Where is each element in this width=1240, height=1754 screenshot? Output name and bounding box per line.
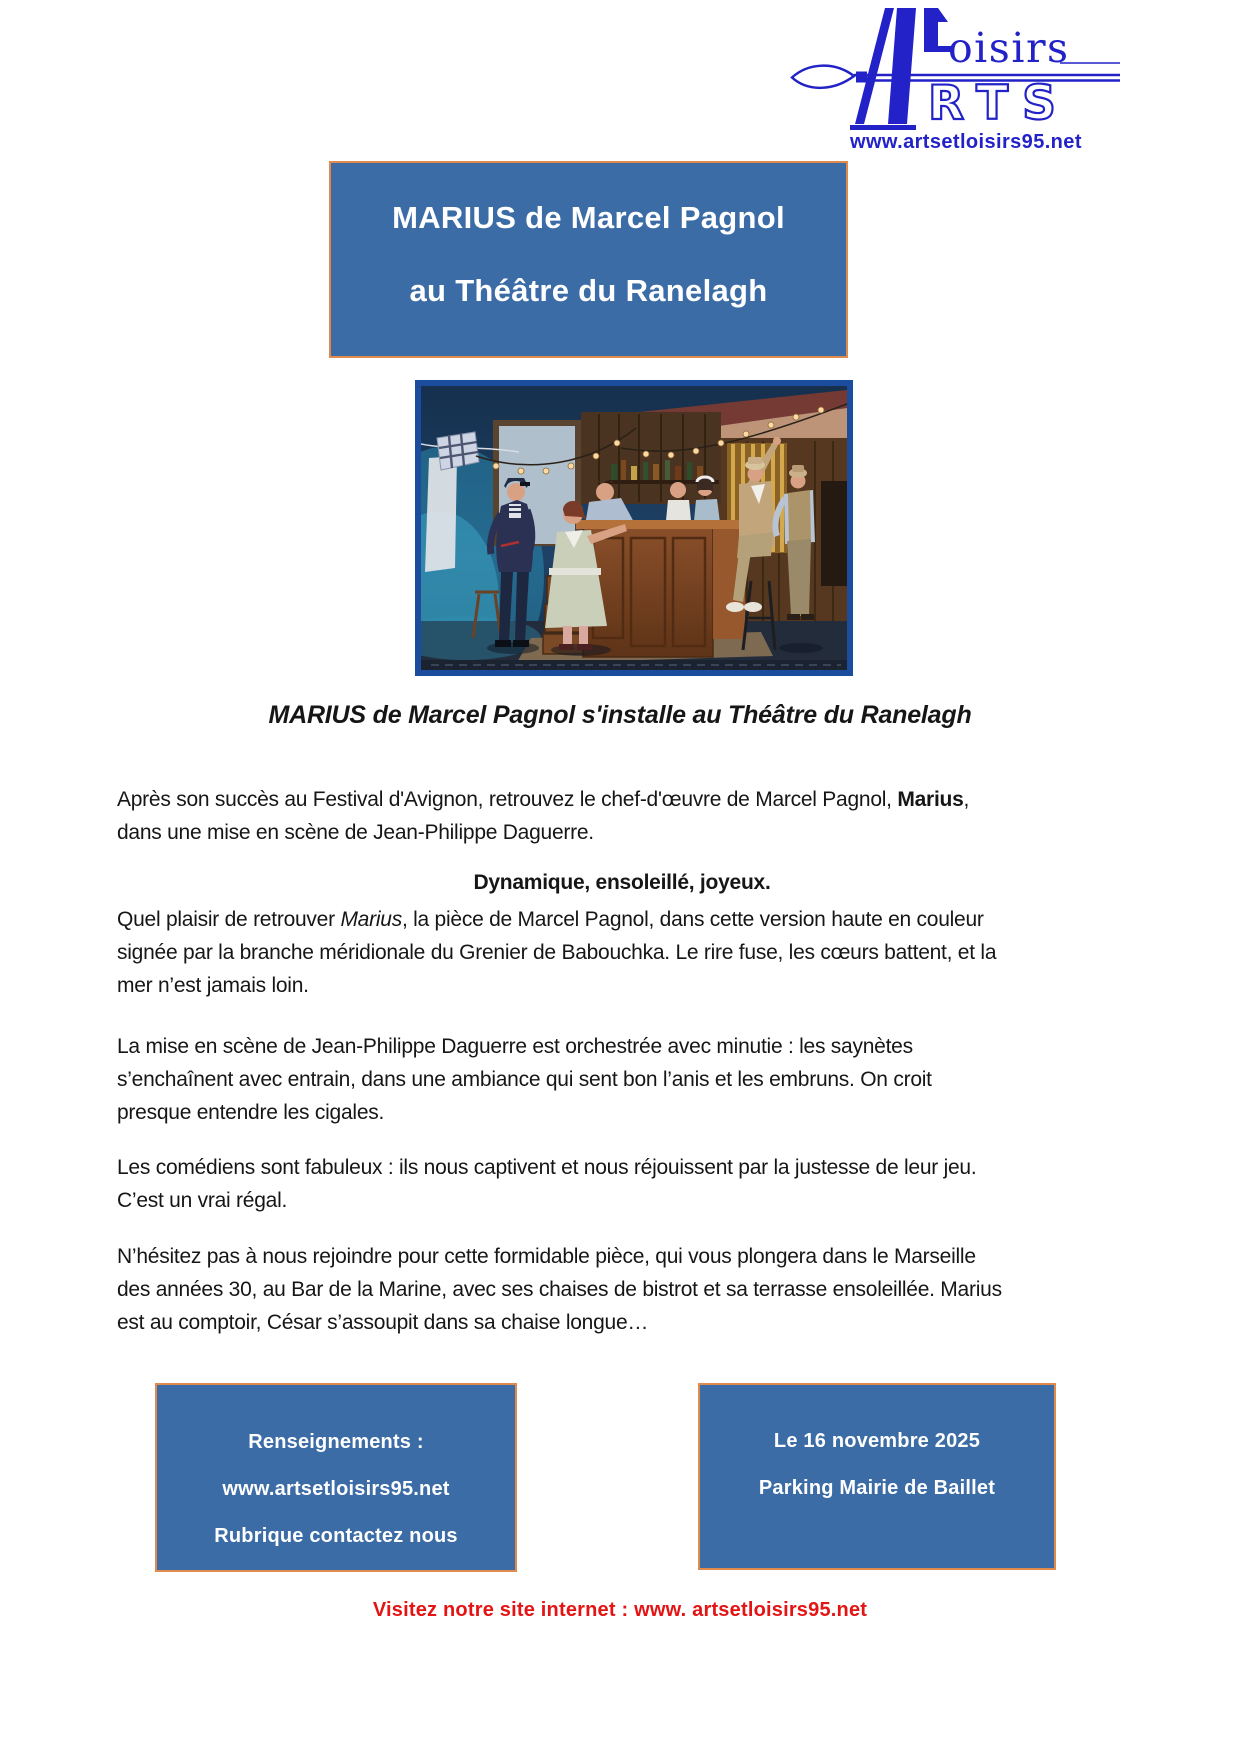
stage-photo xyxy=(415,380,853,676)
logo-loisirs-text: oisirs xyxy=(948,24,1070,72)
body-paragraph-5: N’hésitez pas à nous rejoindre pour cette formidable pièce, qui vous plongera dans le Marseille des années 30, au Bar de la Marine, avec ses chaises de bistrot et sa terrasse ensoleillée. Marius est au comptoir, César s’assoupit dans sa chaise longue… xyxy=(117,1245,1002,1334)
title-line-2: au Théâtre du Ranelagh xyxy=(409,273,768,308)
logo-arts-text: RTS xyxy=(928,76,1070,131)
logo-url-link[interactable]: www.artsetloisirs95.net xyxy=(850,131,1082,153)
article-headline: MARIUS de Marcel Pagnol s'installe au Théâtre du Ranelagh xyxy=(268,701,972,729)
info-right-date: Le 16 novembre 2025 xyxy=(773,1430,981,1452)
info-right-lieu: Parking Mairie de Baillet xyxy=(758,1477,996,1499)
body-tagline: Dynamique, ensoleillé, joyeux. xyxy=(473,871,771,894)
body-paragraph-1: Après son succès au Festival d'Avignon, retrouvez le chef-d'œuvre de Marcel Pagnol, Marius, dans une mise en scène de Jean-Philippe Daguerre. xyxy=(117,788,970,844)
info-box-date-lieu xyxy=(698,1383,1056,1570)
body-paragraph-2: Quel plaisir de retrouver Marius, la pièce de Marcel Pagnol, dans cette version haute en couleur signée par la branche méridionale du Grenier de Babouchka. Le rire fuse, les cœurs battent, et la mer n’est jamais loin. xyxy=(117,908,997,997)
info-left-rubrique: Rubrique contactez nous xyxy=(214,1525,458,1547)
arts-et-loisirs-logo xyxy=(788,6,1122,154)
stage-photo-scene xyxy=(421,386,847,670)
arts-et-loisirs-logo-graphic xyxy=(788,6,1122,154)
info-left-url-link[interactable]: www.artsetloisirs95.net xyxy=(222,1478,450,1500)
info-box-renseignements xyxy=(155,1383,517,1572)
footer-site-link[interactable]: Visitez notre site internet : www. artsetloisirs95.net xyxy=(372,1599,868,1621)
title-line-1: MARIUS de Marcel Pagnol xyxy=(392,200,785,235)
body-paragraph-4: Les comédiens sont fabuleux : ils nous captivent et nous réjouissent par la justesse de leur jeu. C’est un vrai régal. xyxy=(117,1156,977,1212)
info-left-title: Renseignements : xyxy=(248,1431,424,1453)
body-paragraph-3: La mise en scène de Jean-Philippe Daguerre est orchestrée avec minutie : les saynètes s’enchaînent avec entrain, dans une ambiance qui sent bon l’anis et les embruns. On croit presque entendre les cigales. xyxy=(117,1035,932,1124)
title-banner xyxy=(329,161,848,358)
